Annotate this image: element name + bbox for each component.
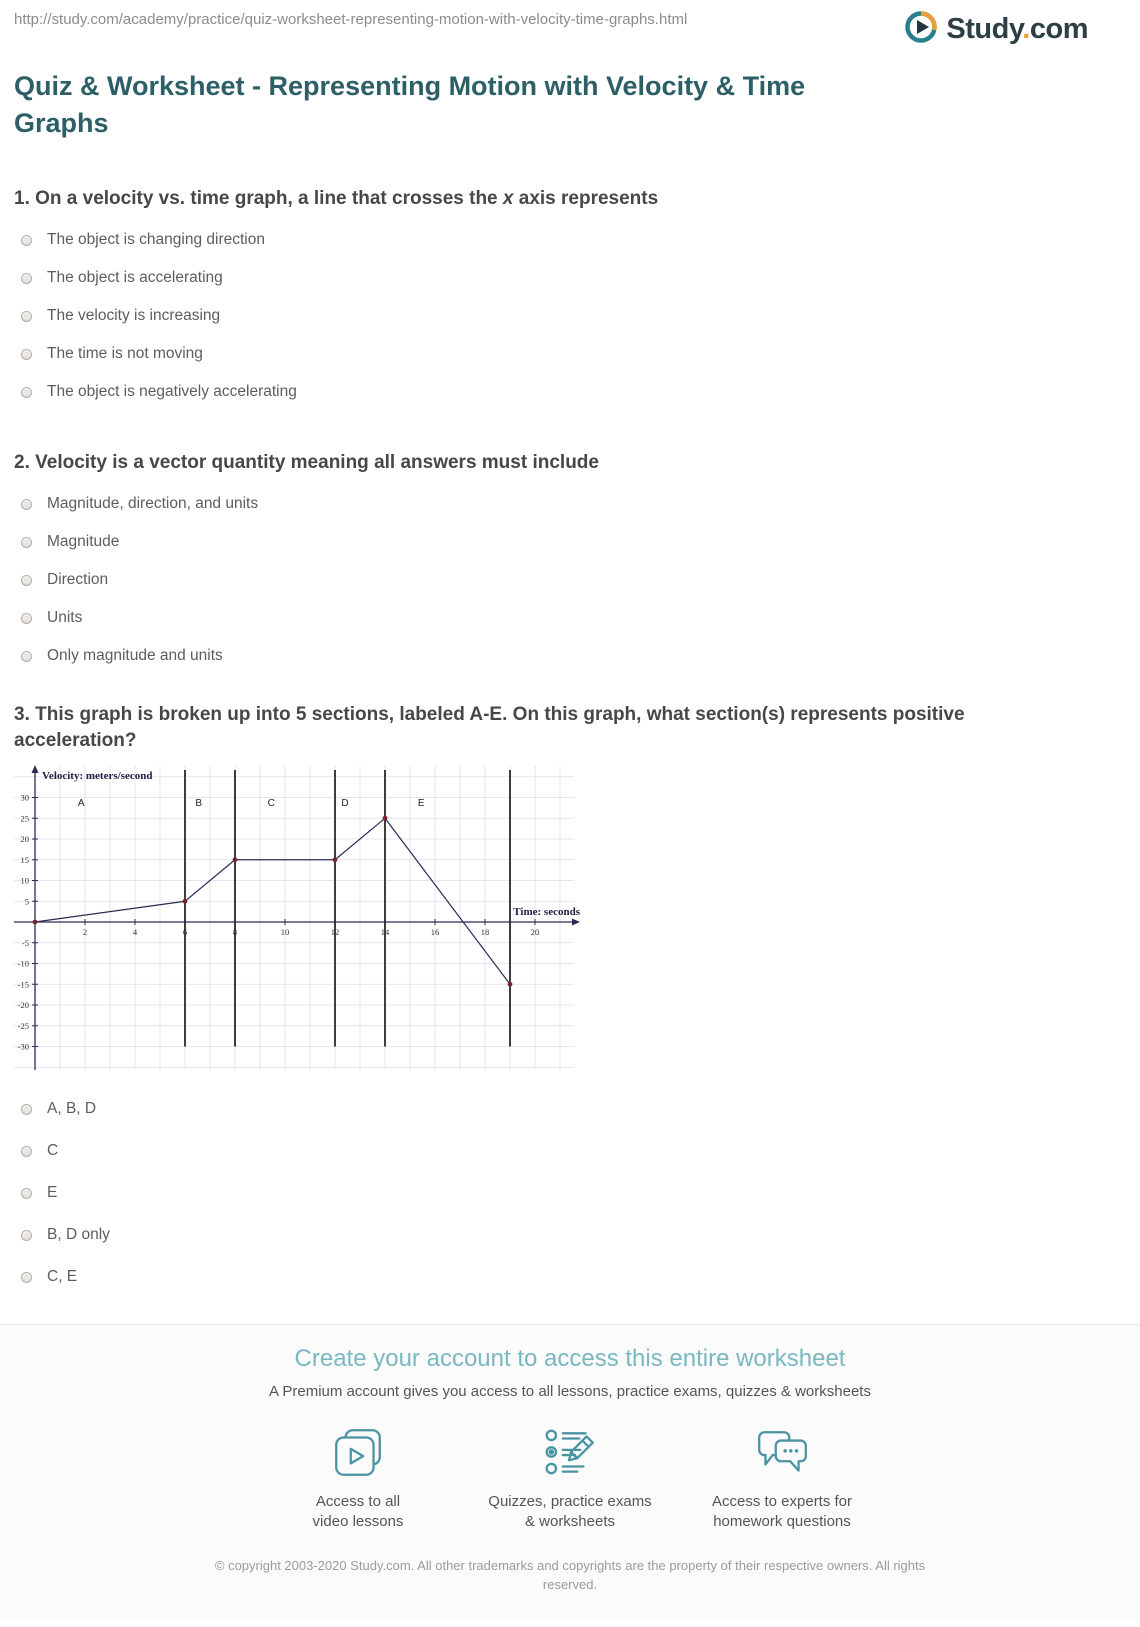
studycom-logo-text xyxy=(946,13,1088,46)
feature-quizzes xyxy=(464,1422,676,1532)
logo-dot: . xyxy=(1022,13,1030,45)
feature-label-line1: Quizzes, practice exams xyxy=(488,1493,652,1510)
svg-text:-15: -15 xyxy=(17,979,29,990)
feature-label xyxy=(464,1492,676,1532)
svg-text:-30: -30 xyxy=(17,1041,29,1052)
footer-headline: Create your account to access this entire worksheet xyxy=(294,1345,846,1372)
option-label: Units xyxy=(47,609,83,626)
signup-footer xyxy=(0,1324,1140,1621)
feature-video-lessons xyxy=(252,1422,464,1532)
svg-text:B: B xyxy=(195,797,203,809)
radio-button[interactable] xyxy=(21,537,32,548)
svg-text:8: 8 xyxy=(232,927,238,937)
answer-option[interactable] xyxy=(14,531,1126,553)
question-3-title: 3. This graph is broken up into 5 sections, labeled A-E. On this graph, what section(s) represents positive acceleration? xyxy=(14,704,965,751)
answer-option[interactable] xyxy=(14,229,1126,251)
video-lessons-icon xyxy=(252,1422,464,1484)
question-3-options xyxy=(14,1098,1126,1288)
answer-option[interactable] xyxy=(14,645,1126,667)
svg-text:30: 30 xyxy=(20,792,29,803)
svg-text:-5: -5 xyxy=(21,937,29,948)
option-label: C xyxy=(47,1142,59,1159)
page-url: http://study.com/academy/practice/quiz-worksheet-representing-motion-with-velocity-time-graphs.html xyxy=(14,11,688,28)
option-label: A, B, D xyxy=(47,1100,97,1117)
svg-text:20: 20 xyxy=(530,927,540,937)
option-label: Magnitude, direction, and units xyxy=(47,495,259,512)
answer-option[interactable] xyxy=(14,569,1126,591)
svg-text:6: 6 xyxy=(182,927,188,937)
option-label: The object is negatively accelerating xyxy=(47,383,297,400)
page-title: Quiz & Worksheet - Representing Motion with Velocity & Time Graphs xyxy=(14,71,806,138)
question-1-italic-x: x xyxy=(502,188,514,209)
radio-button[interactable] xyxy=(21,273,32,284)
answer-option[interactable] xyxy=(14,267,1126,289)
svg-text:2: 2 xyxy=(82,927,88,937)
svg-text:20: 20 xyxy=(20,834,29,844)
copyright-text: © copyright 2003-2020 Study.com. All other trademarks and copyrights are the property of their respective owners. All rights reserved. xyxy=(214,1558,926,1592)
answer-option[interactable] xyxy=(14,1098,1126,1120)
option-label: The velocity is increasing xyxy=(47,307,221,324)
radio-button[interactable] xyxy=(21,1230,32,1241)
radio-button[interactable] xyxy=(21,651,32,662)
svg-text:10: 10 xyxy=(20,875,29,886)
svg-text:A: A xyxy=(77,797,85,809)
studycom-logo[interactable] xyxy=(903,9,1088,50)
features-row xyxy=(0,1422,1140,1532)
studycom-logo-icon xyxy=(903,9,939,50)
feature-label-line1: Access to experts for xyxy=(711,1493,853,1510)
option-label: The object is changing direction xyxy=(47,231,265,248)
velocity-time-graph xyxy=(14,764,586,1076)
svg-text:4: 4 xyxy=(132,927,138,937)
svg-text:14: 14 xyxy=(380,927,390,937)
answer-option[interactable] xyxy=(14,493,1126,515)
radio-button[interactable] xyxy=(21,235,32,246)
svg-text:C: C xyxy=(267,797,275,809)
radio-button[interactable] xyxy=(21,575,32,586)
chat-bubbles-icon xyxy=(676,1422,888,1484)
answer-option[interactable] xyxy=(14,1266,1126,1288)
svg-text:E: E xyxy=(417,797,425,809)
question-1-prefix: 1. On a velocity vs. time graph, a line that crosses the xyxy=(14,188,503,209)
logo-study: Study xyxy=(946,13,1023,45)
radio-button[interactable] xyxy=(21,311,32,322)
svg-text:10: 10 xyxy=(280,927,290,937)
option-label: C, E xyxy=(47,1268,78,1285)
option-label: E xyxy=(47,1184,58,1201)
logo-com: com xyxy=(1029,13,1088,45)
option-label: The object is accelerating xyxy=(47,269,223,286)
radio-button[interactable] xyxy=(21,1104,32,1115)
svg-text:Time: seconds: Time: seconds xyxy=(513,906,580,918)
answer-option[interactable] xyxy=(14,381,1126,403)
option-label: Only magnitude and units xyxy=(47,647,223,664)
answer-option[interactable] xyxy=(14,1140,1126,1162)
answer-option[interactable] xyxy=(14,305,1126,327)
svg-text:5: 5 xyxy=(24,896,29,907)
feature-label xyxy=(676,1492,888,1532)
answer-option[interactable] xyxy=(14,1224,1126,1246)
answer-option[interactable] xyxy=(14,343,1126,365)
svg-text:Velocity: meters/second: Velocity: meters/second xyxy=(42,770,153,782)
footer-subtext: A Premium account gives you access to all lessons, practice exams, quizzes & worksheets xyxy=(269,1383,871,1400)
option-label: B, D only xyxy=(47,1226,110,1243)
answer-option[interactable] xyxy=(14,607,1126,629)
feature-label-line2: homework questions xyxy=(713,1513,851,1530)
svg-text:D: D xyxy=(341,797,349,809)
question-1-title xyxy=(14,186,1126,212)
radio-button[interactable] xyxy=(21,387,32,398)
feature-label-line1: Access to all xyxy=(315,1493,401,1510)
question-1-suffix: axis represents xyxy=(513,188,659,209)
svg-text:12: 12 xyxy=(330,927,340,937)
option-label: The time is not moving xyxy=(47,345,203,362)
svg-text:-10: -10 xyxy=(17,958,29,969)
question-1-options xyxy=(14,229,1126,403)
quiz-checklist-icon xyxy=(464,1422,676,1484)
question-2-options xyxy=(14,493,1126,667)
radio-button[interactable] xyxy=(21,349,32,360)
feature-label-line2: video lessons xyxy=(312,1513,404,1530)
svg-text:16: 16 xyxy=(430,927,440,937)
radio-button[interactable] xyxy=(21,1146,32,1157)
svg-text:15: 15 xyxy=(20,854,29,865)
question-2-title: 2. Velocity is a vector quantity meaning all answers must include xyxy=(14,452,599,473)
svg-text:18: 18 xyxy=(480,927,490,937)
option-label: Magnitude xyxy=(47,533,120,550)
radio-button[interactable] xyxy=(21,499,32,510)
svg-text:-20: -20 xyxy=(17,1000,29,1010)
radio-button[interactable] xyxy=(21,1188,32,1199)
feature-label xyxy=(252,1492,464,1532)
answer-option[interactable] xyxy=(14,1182,1126,1204)
option-label: Direction xyxy=(47,571,109,588)
radio-button[interactable] xyxy=(21,613,32,624)
feature-experts xyxy=(676,1422,888,1532)
feature-label-line2: & worksheets xyxy=(524,1513,616,1530)
radio-button[interactable] xyxy=(21,1272,32,1283)
svg-text:-25: -25 xyxy=(17,1020,29,1031)
svg-text:25: 25 xyxy=(20,813,29,824)
